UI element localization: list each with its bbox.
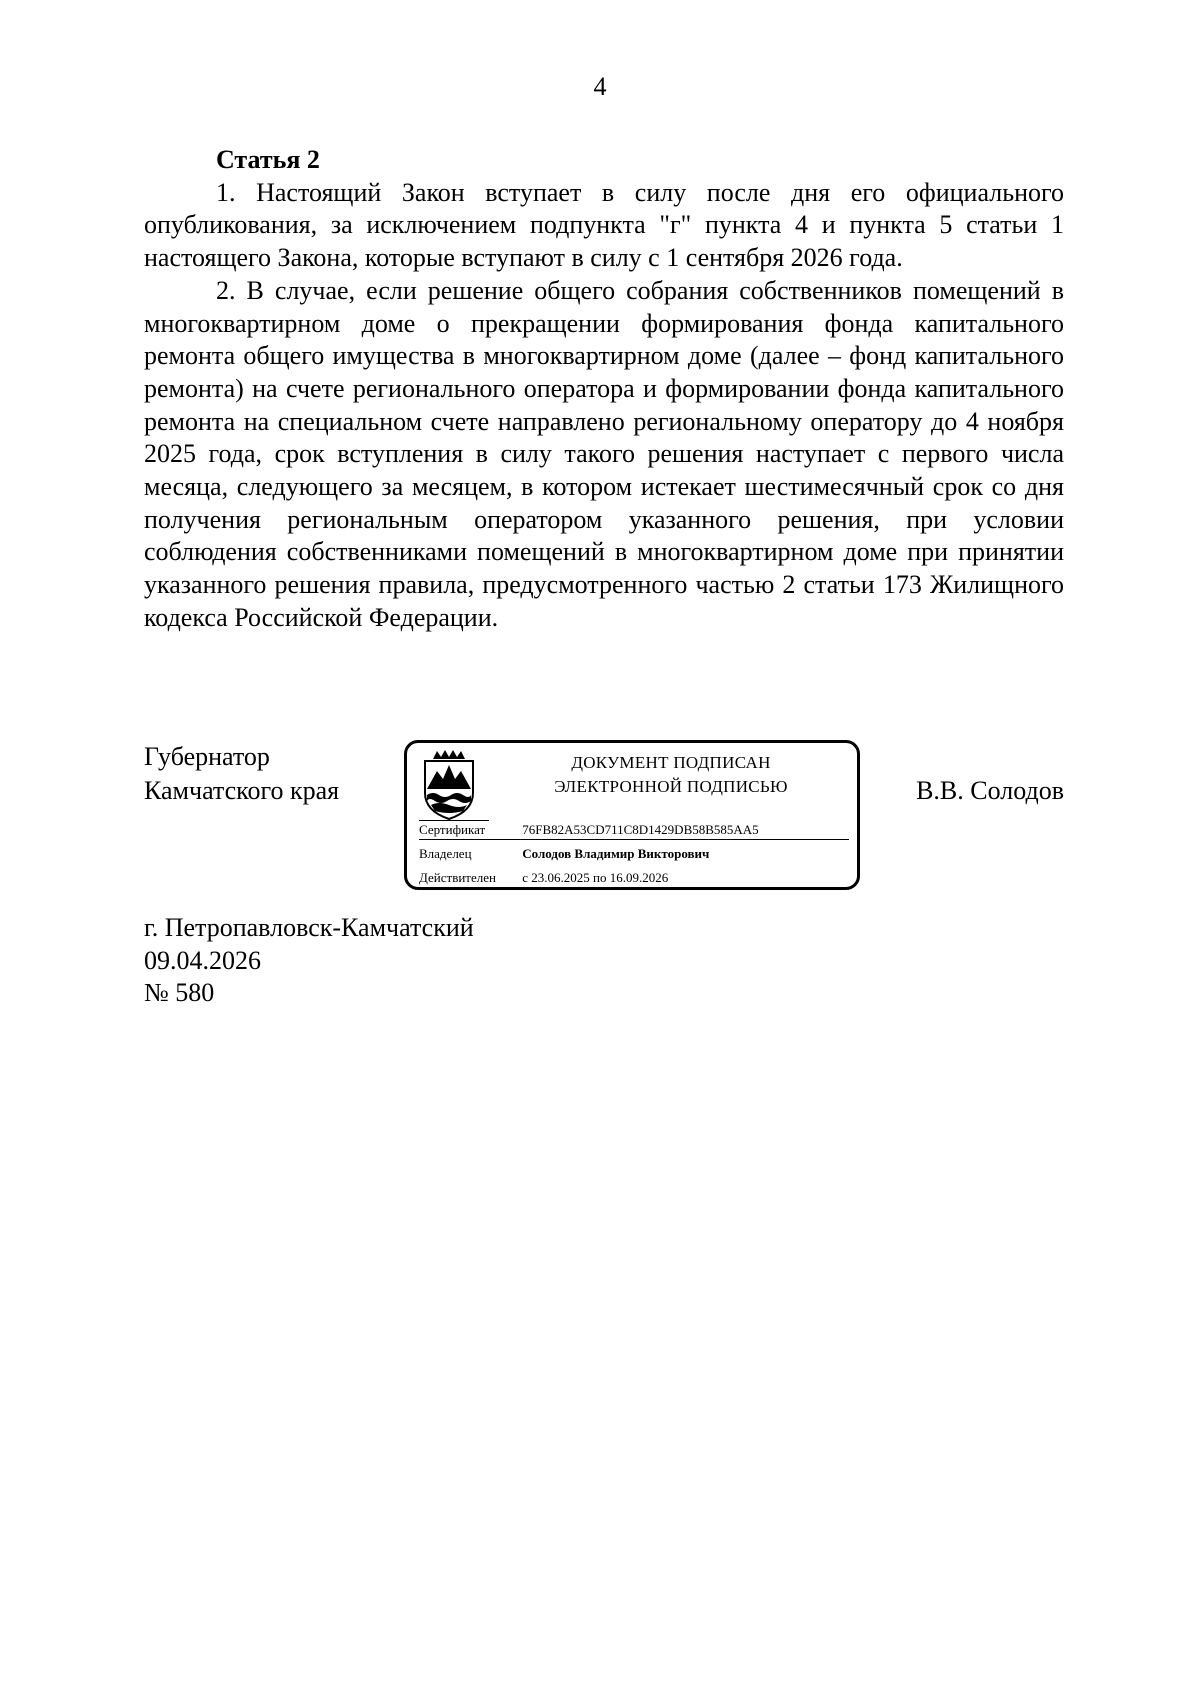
stamp-certificate-row	[419, 821, 759, 839]
place-city: г. Петропавловск-Камчатский	[144, 913, 474, 942]
certificate-value: 76FB82A53CD711C8D1429DB58B585AA5	[522, 822, 759, 837]
electronic-signature-stamp	[404, 740, 860, 890]
signer-position-line-2: Камчатского края	[144, 776, 340, 805]
stamp-owner-row	[419, 845, 709, 863]
article-paragraph-2: 2. В случае, если решение общего собрания собственников помещений в многоквартирном доме о прекращении формирования фонда капитального ремонта общего имущества в многоквартирном доме (далее – фонд капитального ремонта) на счете регионального оператора и формировании фонда капитального ремонта на специальном счете направлено региональному оператору до 4 ноября 2025 года, срок вступления в силу такого решения наступает с первого числа месяца, следующего за месяцем, в котором истекает шестимесячный срок со дня получения региональным оператором указанного решения, при условии соблюдения собственниками помещений в многоквартирном доме при принятии указанного решения правила, предусмотренного частью 2 статьи 173 Жилищного кодекса Российской Федерации.	[144, 275, 1064, 632]
stamp-title-line-1: ДОКУМЕНТ ПОДПИСАН	[571, 753, 771, 772]
article-heading: Статья 2	[216, 145, 320, 174]
stamp-validity-row	[419, 869, 668, 887]
validity-label: Действителен	[419, 870, 496, 885]
article-paragraph-1: 1. Настоящий Закон вступает в силу после дня его официального опубликования, за исключением подпункта "г" пункта 4 и пункта 5 статьи 1 настоящего Закона, которые вступают в силу с 1 сентября 2026 года.	[144, 177, 1064, 273]
page-number: 4	[593, 72, 607, 101]
kamchatka-coat-of-arms-icon	[419, 749, 479, 821]
certificate-label: Сертификат	[419, 822, 486, 837]
validity-value: с 23.06.2025 по 16.09.2026	[522, 870, 669, 885]
article-body	[144, 144, 1064, 635]
owner-value: Солодов Владимир Викторович	[522, 846, 710, 861]
signature-block	[144, 740, 1064, 900]
document-date: 09.04.2026	[144, 945, 261, 975]
stamp-certificate-divider	[419, 839, 849, 840]
signer-position-line-1: Губернатор	[144, 742, 270, 771]
signer-position	[144, 740, 339, 808]
stamp-title-line-2: ЭЛЕКТРОННОЙ ПОДПИСЬЮ	[554, 777, 788, 796]
signer-name: В.В. Солодов	[916, 776, 1064, 805]
document-number: № 580	[144, 978, 215, 1007]
place-and-date-block	[144, 912, 474, 1010]
stamp-title	[493, 751, 849, 799]
owner-label: Владелец	[419, 846, 472, 861]
